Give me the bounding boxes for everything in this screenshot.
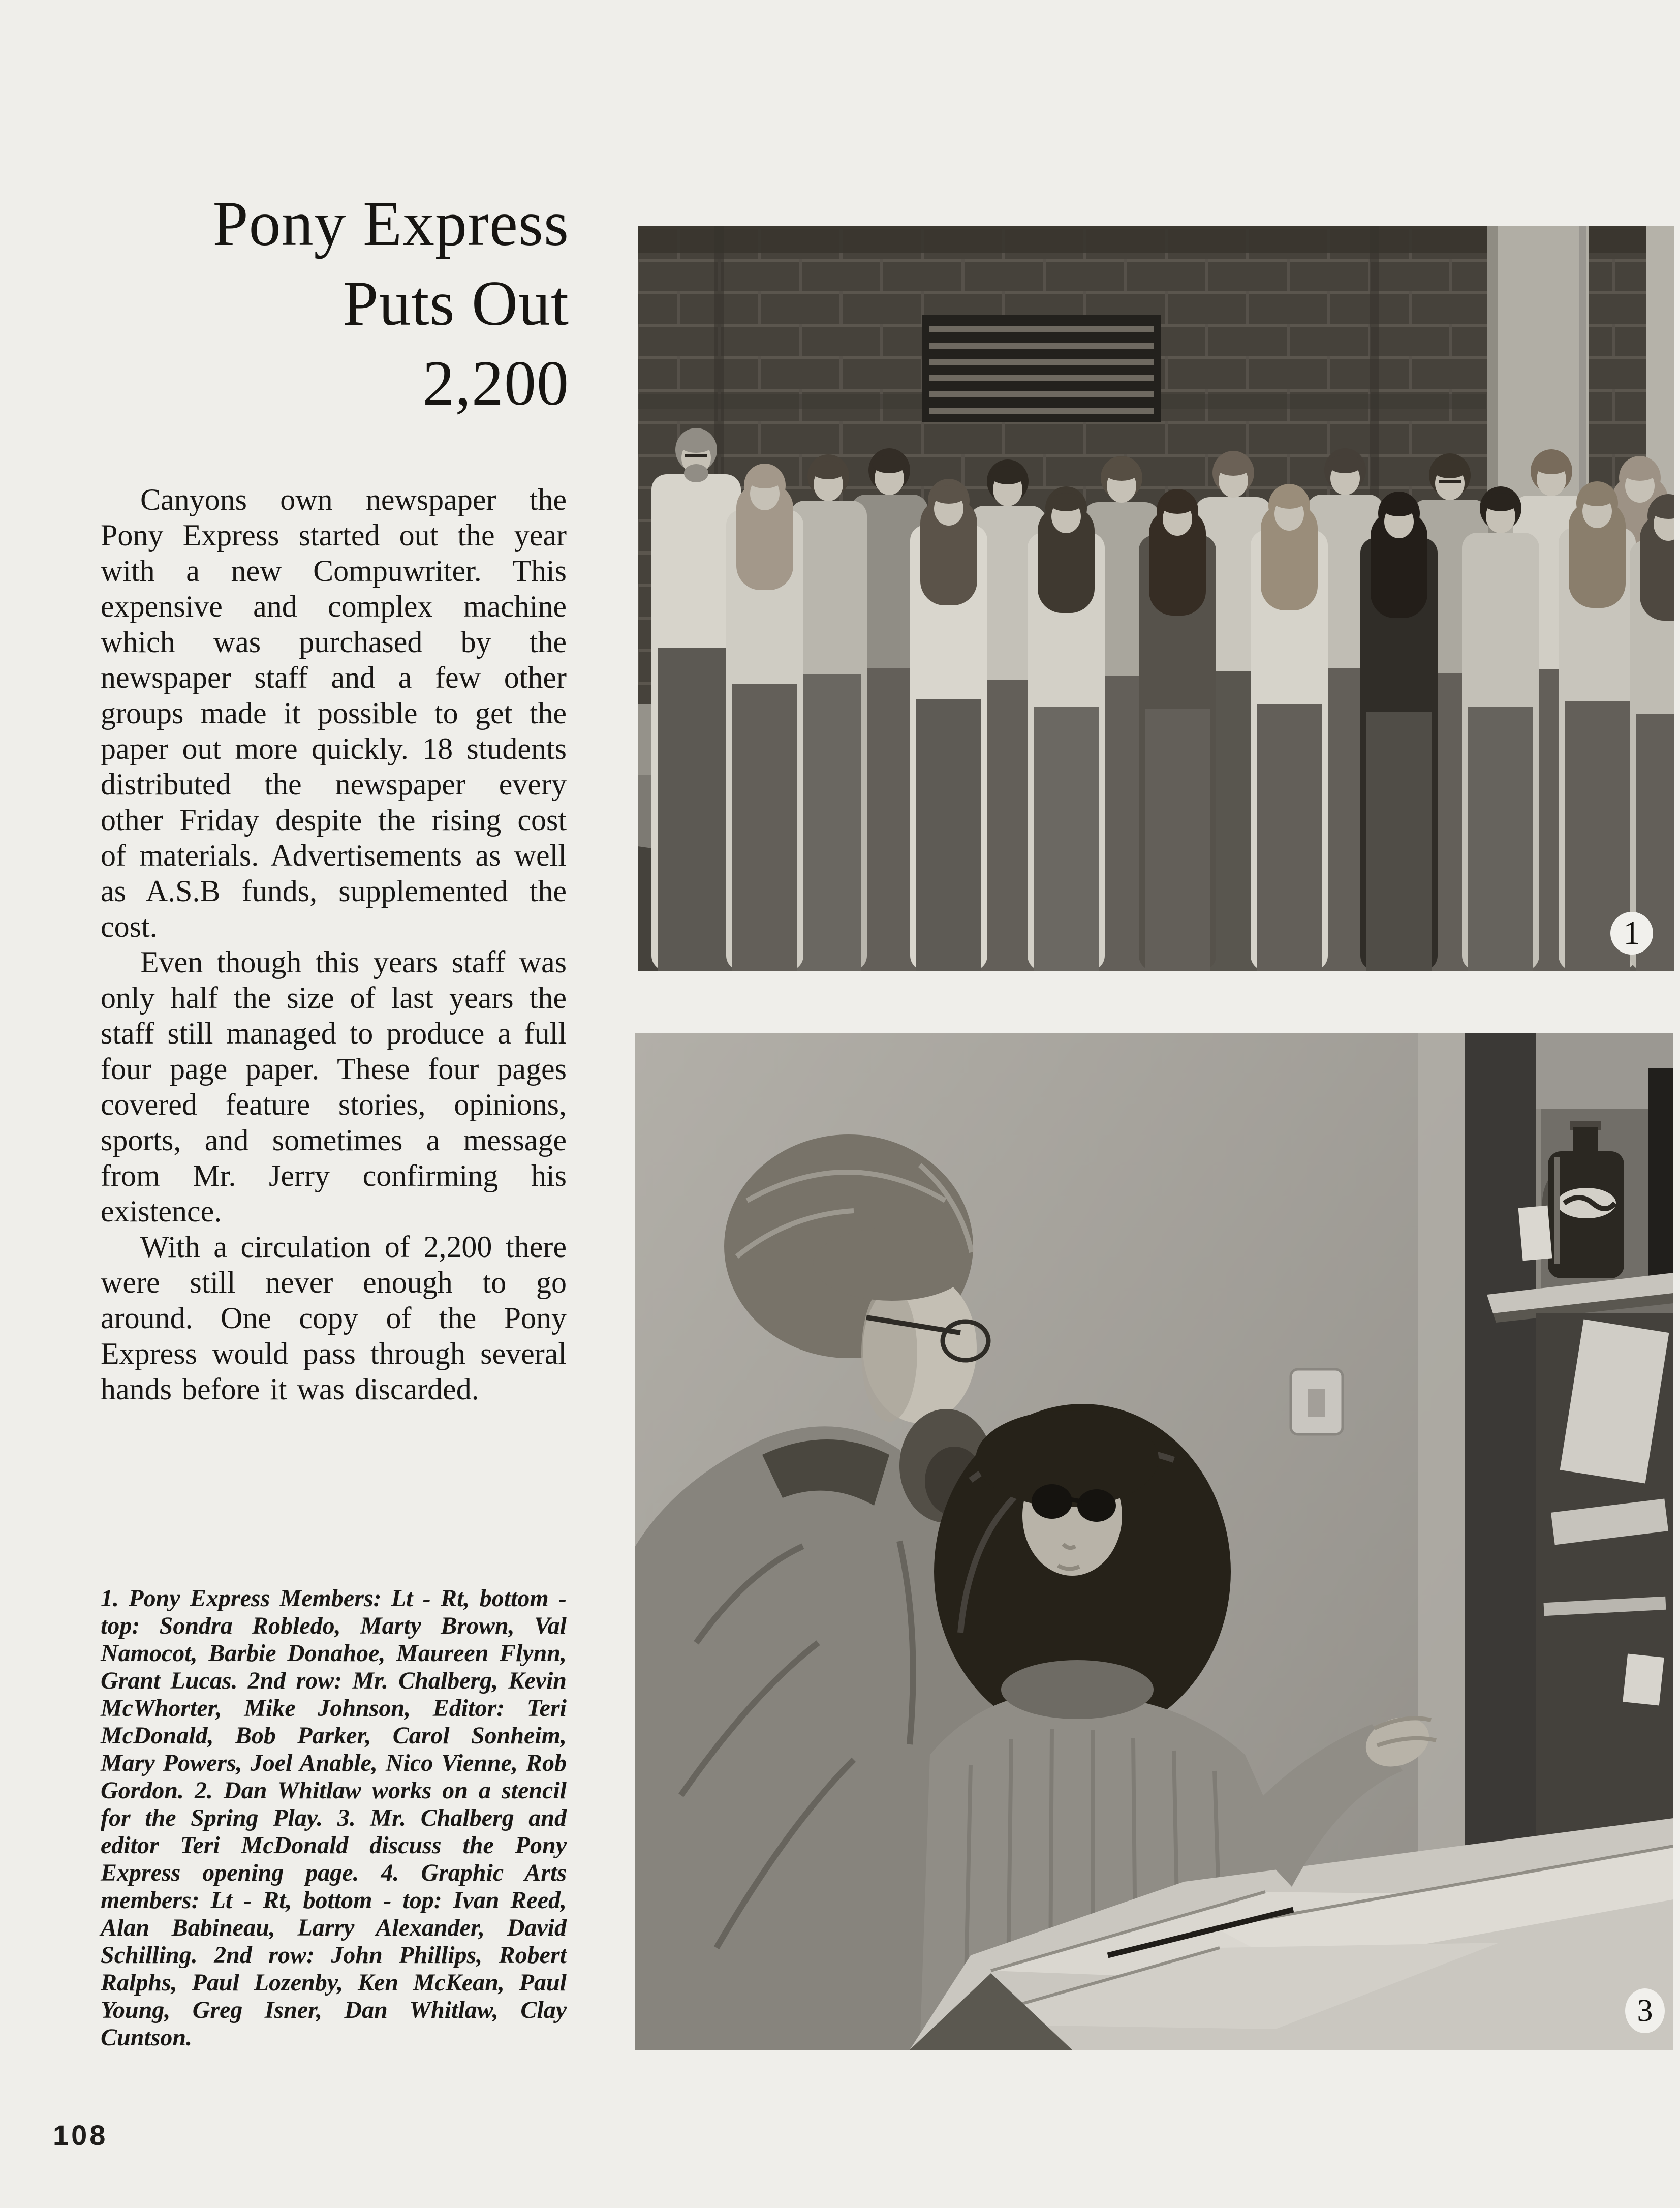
glass-bottle (1648, 1068, 1673, 1287)
desk-photo (635, 1033, 1673, 2050)
article-paragraph: Canyons own newspaper the Pony Express started out the year with a new Compuwriter. This expensive and complex machine which was purchased by the newspaper staff and a few other groups made it possible to get the paper out more quickly. 18 students distributed the newspaper every other Friday despite the rising cost of materials. Advertisements as well as A.S.B funds, supplemented the cost. (101, 483, 567, 943)
staff-group (651, 428, 1674, 971)
group-photo (638, 226, 1674, 971)
desk-photo-illustration (635, 1033, 1673, 2050)
light-switch (1291, 1369, 1343, 1434)
figure-number-badge (1625, 1988, 1665, 2033)
person-figure (1559, 481, 1636, 971)
person-figure (910, 479, 987, 971)
person-figure (1139, 489, 1216, 971)
page-number: 108 (53, 2119, 108, 2151)
figure-number-badge (1610, 912, 1653, 955)
person-figure (1630, 494, 1674, 971)
woman-sunglasses (1032, 1484, 1072, 1519)
photo-caption: 1. Pony Express Members: Lt - Rt, bottom - top: Sondra Robledo, Marty Brown, Val Namocot, Barbie Donahoe, Maureen Flynn, Grant Lucas. 2nd row: Mr. Chalberg, Kevin McWhorter, Mike Johnson, Editor: Teri McDonald, Bob Parker, Carol Sonheim, Mary Powers, Joel Anable, Nico Vienne, Rob Gordon. 2. Dan Whitlaw works on a stencil for the Spring Play. 3. Mr. Chalberg and editor Teri McDonald discuss the Pony Express opening page. 4. Graphic Arts members: Lt - Rt, bottom - top: Ivan Reed, Alan Babineau, Larry Alexander, David Schilling. 2nd row: John Phillips, Robert Ralphs, Paul Lozenby, Ken McKean, Paul Young, Greg Isner, Dan Whitlaw, Clay Cuntson. (101, 1585, 567, 2051)
title-line-2: Puts Out (343, 268, 569, 339)
person-figure (1251, 484, 1328, 971)
label-slip (1518, 1206, 1552, 1261)
title-line-3: 2,200 (422, 348, 569, 419)
figure-number: 1 (1623, 914, 1640, 952)
person-figure (1028, 486, 1105, 971)
person-figure (726, 464, 803, 971)
vent-grille (922, 315, 1161, 422)
person-figure (1360, 492, 1438, 971)
group-photo-illustration (638, 226, 1674, 971)
person-figure (1462, 486, 1539, 971)
figure-number: 3 (1637, 1993, 1653, 2028)
article-paragraph: With a circulation of 2,200 there were still never enough to go around. One copy of the Pony Express would pass through several hands before it was discarded. (101, 1230, 567, 1406)
title-line-1: Pony Express (212, 189, 569, 259)
article-column (101, 482, 567, 1407)
article-paragraph: Even though this years staff was only half the size of last years the staff still managed to produce a full four page paper. These four pages covered feature stories, opinions, sports, and sometimes a message from Mr. Jerry confirming his existence. (101, 945, 567, 1228)
page-title (76, 184, 569, 423)
